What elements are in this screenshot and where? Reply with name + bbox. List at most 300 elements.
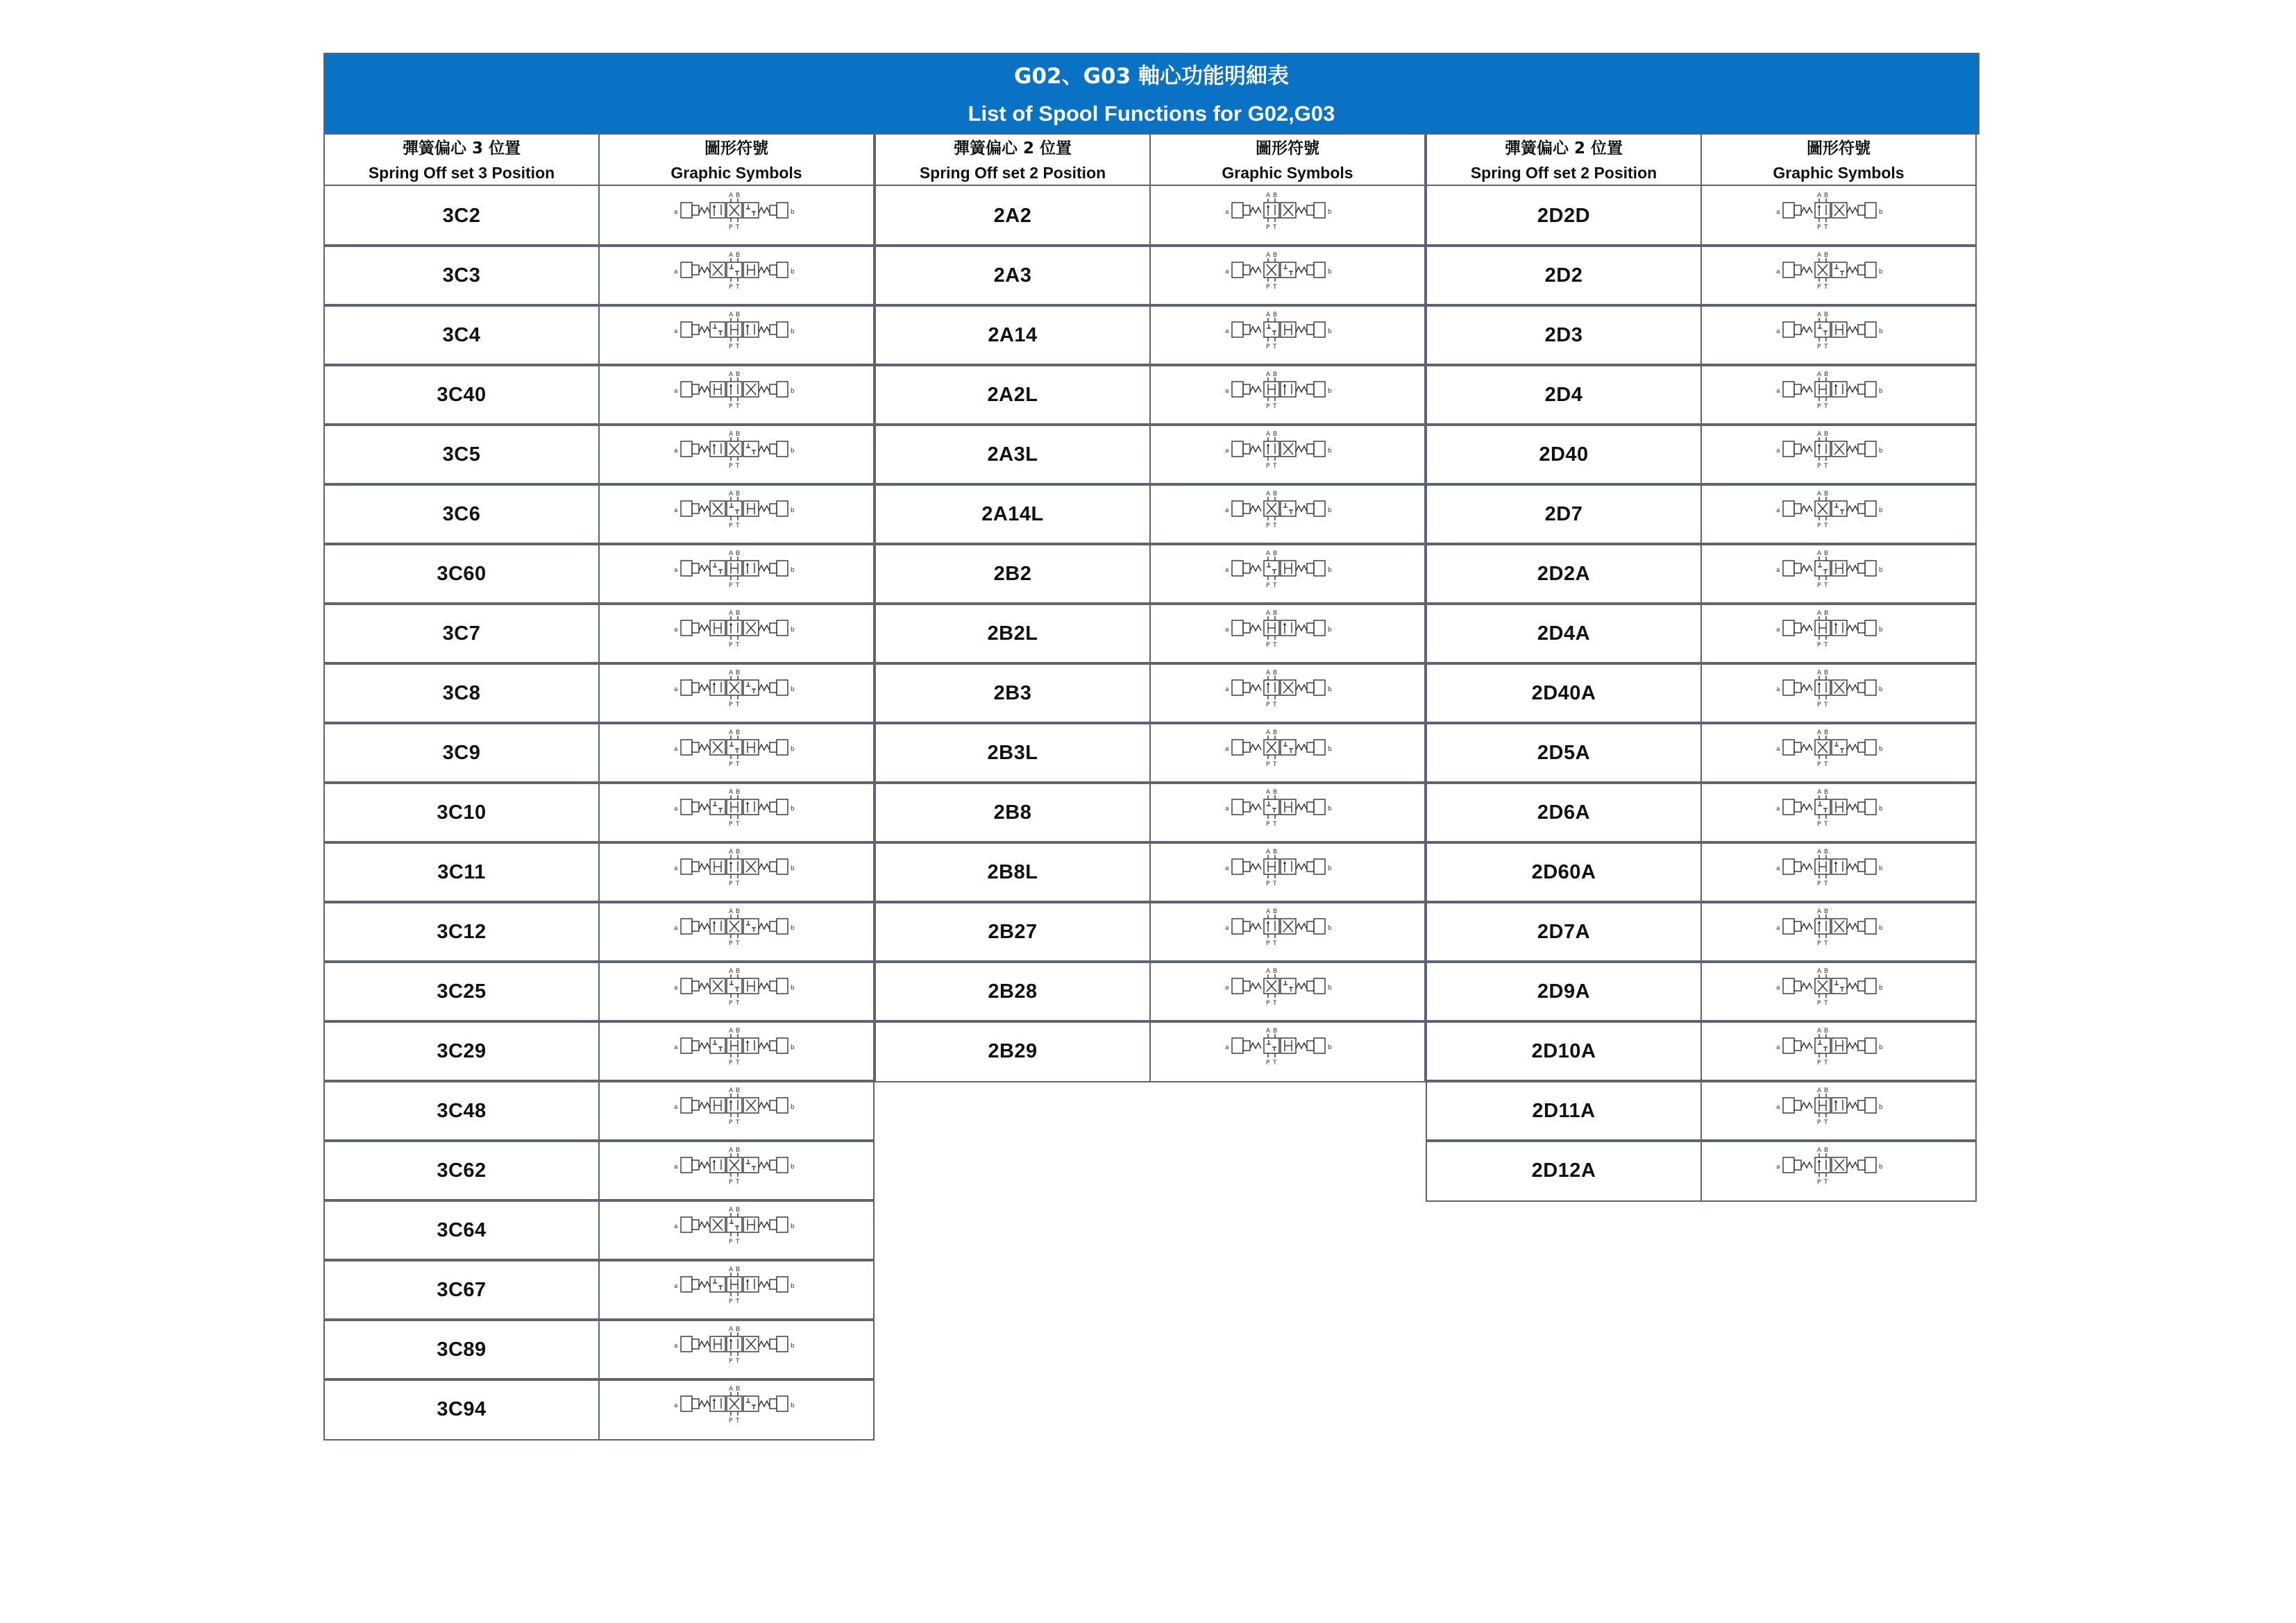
spool-code-cell xyxy=(323,1259,600,1321)
port-a-label: A xyxy=(1817,908,1822,915)
table-row xyxy=(875,304,1426,365)
port-a-label: A xyxy=(1266,192,1271,199)
graphic-symbol-cell xyxy=(1149,602,1426,665)
port-a-label: A xyxy=(1817,789,1822,796)
port-b-label: B xyxy=(736,1028,741,1035)
valve-symbol-diagram xyxy=(1225,252,1332,291)
graphic-symbol-cell xyxy=(598,1378,875,1441)
spool-graphic-symbol-icon xyxy=(1218,488,1357,540)
port-b-label: B xyxy=(1273,252,1278,259)
spool-code: 2D40A xyxy=(1531,681,1596,704)
header-symbol-zh: 圖形符號 xyxy=(704,139,768,158)
solenoid-a-label: a xyxy=(674,1223,678,1230)
graphic-symbol-cell xyxy=(1700,1139,1977,1202)
port-a-label: A xyxy=(729,371,734,378)
table-row xyxy=(875,1020,1426,1081)
port-t-label: T xyxy=(736,702,740,708)
port-p-label: P xyxy=(1817,1060,1821,1067)
spool-code-cell xyxy=(323,602,600,665)
spool-code: 3C9 xyxy=(442,741,481,764)
valve-symbol-diagram xyxy=(674,610,795,649)
table-row xyxy=(323,543,875,604)
port-p-label: P xyxy=(1817,761,1821,768)
table-row xyxy=(875,722,1426,783)
port-a-label: A xyxy=(1817,849,1822,856)
port-a-label: A xyxy=(729,729,734,736)
port-a-label: A xyxy=(729,1028,734,1035)
header-code xyxy=(875,133,1151,186)
spool-code-cell xyxy=(1426,483,1702,545)
header-code-zh: 彈簧偏心 3 位置 xyxy=(402,139,521,158)
spool-code: 3C29 xyxy=(437,1039,487,1062)
port-t-label: T xyxy=(736,1358,740,1365)
spool-code-cell xyxy=(323,781,600,844)
spool-code: 3C10 xyxy=(437,801,487,824)
spool-graphic-symbol-icon xyxy=(667,1324,806,1375)
solenoid-b-label: b xyxy=(1879,865,1883,872)
graphic-symbol-cell xyxy=(598,185,875,247)
table-row xyxy=(875,901,1426,962)
solenoid-a-label: a xyxy=(674,1164,678,1171)
graphic-symbol-cell xyxy=(1700,602,1977,665)
solenoid-b-label: b xyxy=(1328,388,1332,395)
header-code-zh: 彈簧偏心 2 位置 xyxy=(953,139,1072,158)
spool-code: 2D12A xyxy=(1531,1159,1596,1182)
port-t-label: T xyxy=(736,1239,740,1246)
port-p-label: P xyxy=(1266,642,1270,649)
spool-graphic-symbol-icon xyxy=(1218,369,1357,420)
port-b-label: B xyxy=(1273,491,1278,498)
spool-graphic-symbol-icon xyxy=(1769,190,1908,241)
solenoid-b-label: b xyxy=(1879,627,1883,634)
solenoid-a-label: a xyxy=(1776,1104,1780,1111)
solenoid-a-label: a xyxy=(1225,865,1229,872)
port-t-label: T xyxy=(736,582,740,589)
graphic-symbol-cell xyxy=(1149,1020,1426,1082)
port-b-label: B xyxy=(1824,968,1829,975)
solenoid-b-label: b xyxy=(1328,865,1332,872)
graphic-symbol-cell xyxy=(1149,304,1426,366)
valve-symbol-diagram xyxy=(1776,670,1883,708)
port-t-label: T xyxy=(1824,761,1828,768)
valve-symbol-diagram xyxy=(1776,550,1883,589)
valve-symbol-diagram xyxy=(1776,610,1883,649)
port-a-label: A xyxy=(729,312,734,318)
graphic-symbol-cell xyxy=(1700,185,1977,247)
spool-graphic-symbol-icon xyxy=(667,906,806,958)
valve-symbol-diagram xyxy=(674,1207,795,1246)
solenoid-a-label: a xyxy=(1225,746,1229,753)
valve-symbol-diagram xyxy=(674,1266,795,1305)
port-a-label: A xyxy=(1266,371,1271,378)
spool-graphic-symbol-icon xyxy=(1769,429,1908,480)
solenoid-b-label: b xyxy=(1879,388,1883,395)
spool-code-cell xyxy=(1426,1020,1702,1082)
spool-code: 2D4A xyxy=(1537,622,1591,645)
port-p-label: P xyxy=(729,1060,733,1067)
solenoid-b-label: b xyxy=(791,269,795,275)
header-symbol-zh: 圖形符號 xyxy=(1807,139,1871,158)
solenoid-b-label: b xyxy=(791,865,795,872)
header-code xyxy=(1426,133,1702,186)
port-p-label: P xyxy=(1266,463,1270,470)
port-p-label: P xyxy=(729,821,733,828)
solenoid-a-label: a xyxy=(674,686,678,693)
solenoid-b-label: b xyxy=(791,985,795,992)
port-b-label: B xyxy=(1824,371,1829,378)
port-b-label: B xyxy=(1273,908,1278,915)
port-t-label: T xyxy=(736,1060,740,1067)
graphic-symbol-cell xyxy=(598,960,875,1023)
spool-code: 3C94 xyxy=(437,1397,487,1420)
solenoid-a-label: a xyxy=(1776,627,1780,634)
table-row xyxy=(323,1199,875,1260)
port-p-label: P xyxy=(729,761,733,768)
rows-3-position xyxy=(323,185,875,1439)
spool-graphic-symbol-icon xyxy=(1218,906,1357,958)
solenoid-b-label: b xyxy=(1879,448,1883,454)
spool-code: 3C64 xyxy=(437,1218,487,1241)
spool-graphic-symbol-icon xyxy=(667,369,806,420)
valve-symbol-diagram xyxy=(674,550,795,589)
spool-code-cell xyxy=(323,1139,600,1202)
valve-symbol-diagram xyxy=(674,968,795,1007)
spool-code-cell xyxy=(1426,960,1702,1023)
spool-graphic-symbol-icon xyxy=(1218,847,1357,898)
solenoid-b-label: b xyxy=(791,686,795,693)
solenoid-b-label: b xyxy=(791,388,795,395)
port-b-label: B xyxy=(1824,1087,1829,1094)
spool-code-cell xyxy=(1426,423,1702,486)
spool-code-cell xyxy=(1426,722,1702,784)
port-a-label: A xyxy=(1817,252,1822,259)
port-a-label: A xyxy=(729,789,734,796)
solenoid-a-label: a xyxy=(1776,328,1780,335)
solenoid-a-label: a xyxy=(1225,209,1229,216)
graphic-symbol-cell xyxy=(1149,483,1426,545)
spool-code-cell xyxy=(323,1318,600,1381)
spool-code-cell xyxy=(323,185,600,247)
spool-code: 2D10A xyxy=(1531,1039,1596,1062)
spool-code: 3C4 xyxy=(442,323,481,346)
port-t-label: T xyxy=(1273,224,1277,231)
solenoid-b-label: b xyxy=(1328,746,1332,753)
spool-code: 2A3L xyxy=(987,443,1038,466)
valve-symbol-diagram xyxy=(674,908,795,947)
solenoid-b-label: b xyxy=(791,925,795,932)
port-t-label: T xyxy=(736,1119,740,1126)
table-row xyxy=(1426,304,1977,365)
port-p-label: P xyxy=(1266,284,1270,291)
spool-graphic-symbol-icon xyxy=(667,787,806,838)
title-english: List of Spool Functions for G02,G03 xyxy=(968,101,1335,126)
valve-symbol-diagram xyxy=(674,1147,795,1186)
port-p-label: P xyxy=(1817,582,1821,589)
solenoid-b-label: b xyxy=(1879,209,1883,216)
port-b-label: B xyxy=(1824,789,1829,796)
spool-code: 2D2A xyxy=(1537,562,1591,585)
spool-code: 2B27 xyxy=(988,920,1038,943)
header-symbol-en: Graphic Symbols xyxy=(1773,164,1905,182)
solenoid-a-label: a xyxy=(674,507,678,514)
port-t-label: T xyxy=(1824,940,1828,947)
port-a-label: A xyxy=(729,1087,734,1094)
port-p-label: P xyxy=(729,642,733,649)
solenoid-a-label: a xyxy=(1225,925,1229,932)
port-b-label: B xyxy=(1273,431,1278,438)
port-a-label: A xyxy=(1266,849,1271,856)
port-a-label: A xyxy=(1817,371,1822,378)
valve-symbol-diagram xyxy=(674,252,795,291)
spool-graphic-symbol-icon xyxy=(1218,668,1357,719)
header-symbol-en: Graphic Symbols xyxy=(1222,164,1353,182)
port-p-label: P xyxy=(729,702,733,708)
port-t-label: T xyxy=(736,1000,740,1007)
port-b-label: B xyxy=(1824,1147,1829,1154)
table-row xyxy=(875,543,1426,604)
solenoid-b-label: b xyxy=(1328,567,1332,574)
port-t-label: T xyxy=(1273,702,1277,708)
spool-graphic-symbol-icon xyxy=(667,1026,806,1077)
group-3-position xyxy=(323,133,875,1439)
port-a-label: A xyxy=(1266,729,1271,736)
port-b-label: B xyxy=(1273,192,1278,199)
spool-graphic-symbol-icon xyxy=(1769,1085,1908,1137)
spool-code-cell xyxy=(875,841,1151,903)
spool-code: 2B2 xyxy=(993,562,1032,585)
spool-code-cell xyxy=(875,543,1151,605)
port-p-label: P xyxy=(1266,403,1270,410)
spool-graphic-symbol-icon xyxy=(1218,548,1357,600)
solenoid-a-label: a xyxy=(1776,746,1780,753)
graphic-symbol-cell xyxy=(598,841,875,903)
spool-graphic-symbol-icon xyxy=(1218,429,1357,480)
spool-code-cell xyxy=(1426,543,1702,605)
solenoid-a-label: a xyxy=(1776,1044,1780,1051)
port-a-label: A xyxy=(729,1386,734,1393)
spool-graphic-symbol-icon xyxy=(1769,1145,1908,1196)
spool-code-cell xyxy=(1426,841,1702,903)
spool-code: 3C89 xyxy=(437,1338,487,1361)
spool-code-cell xyxy=(875,244,1151,307)
table-row xyxy=(875,960,1426,1021)
solenoid-a-label: a xyxy=(1776,507,1780,514)
table-row xyxy=(875,185,1426,246)
graphic-symbol-cell xyxy=(598,781,875,844)
solenoid-a-label: a xyxy=(674,865,678,872)
solenoid-b-label: b xyxy=(791,209,795,216)
spool-graphic-symbol-icon xyxy=(1218,250,1357,301)
port-p-label: P xyxy=(1266,224,1270,231)
spool-code: 2B8 xyxy=(993,801,1032,824)
port-p-label: P xyxy=(1266,881,1270,887)
port-a-label: A xyxy=(729,670,734,677)
graphic-symbol-cell xyxy=(1700,1080,1977,1142)
port-p-label: P xyxy=(1266,940,1270,947)
port-a-label: A xyxy=(729,1326,734,1333)
header-symbol xyxy=(1700,133,1977,186)
group-header xyxy=(1426,133,1977,186)
table-row xyxy=(1426,662,1977,723)
solenoid-a-label: a xyxy=(1225,507,1229,514)
valve-symbol-diagram xyxy=(674,192,795,231)
port-t-label: T xyxy=(736,403,740,410)
port-t-label: T xyxy=(736,821,740,828)
spool-graphic-symbol-icon xyxy=(1769,668,1908,719)
spool-code-cell xyxy=(323,1020,600,1082)
table-row xyxy=(1426,543,1977,604)
valve-symbol-diagram xyxy=(1776,789,1883,828)
port-t-label: T xyxy=(1824,1000,1828,1007)
port-a-label: A xyxy=(1266,789,1271,796)
port-a-label: A xyxy=(1266,1028,1271,1035)
port-a-label: A xyxy=(1266,312,1271,318)
port-t-label: T xyxy=(736,284,740,291)
valve-symbol-diagram xyxy=(674,849,795,887)
port-b-label: B xyxy=(1273,789,1278,796)
port-t-label: T xyxy=(736,463,740,470)
port-a-label: A xyxy=(729,610,734,617)
valve-symbol-diagram xyxy=(1225,968,1332,1007)
port-a-label: A xyxy=(729,1147,734,1154)
port-t-label: T xyxy=(1273,463,1277,470)
graphic-symbol-cell xyxy=(1149,722,1426,784)
solenoid-b-label: b xyxy=(1879,269,1883,275)
spool-graphic-symbol-icon xyxy=(1218,309,1357,361)
table-row xyxy=(323,781,875,842)
solenoid-a-label: a xyxy=(1776,985,1780,992)
graphic-symbol-cell xyxy=(598,1318,875,1381)
solenoid-a-label: a xyxy=(674,746,678,753)
port-a-label: A xyxy=(1817,1087,1822,1094)
spool-code-cell xyxy=(323,1199,600,1261)
valve-symbol-diagram xyxy=(1225,550,1332,589)
table-row xyxy=(323,1020,875,1081)
spool-graphic-symbol-icon xyxy=(667,966,806,1017)
valve-symbol-diagram xyxy=(674,491,795,529)
spool-graphic-symbol-icon xyxy=(1769,608,1908,659)
valve-symbol-diagram xyxy=(1776,431,1883,470)
solenoid-b-label: b xyxy=(1328,627,1332,634)
port-b-label: B xyxy=(1824,312,1829,318)
spool-graphic-symbol-icon xyxy=(667,250,806,301)
port-b-label: B xyxy=(736,1087,741,1094)
port-a-label: A xyxy=(1817,729,1822,736)
port-p-label: P xyxy=(1817,1000,1821,1007)
port-t-label: T xyxy=(1824,284,1828,291)
port-p-label: P xyxy=(1817,821,1821,828)
port-t-label: T xyxy=(736,642,740,649)
graphic-symbol-cell xyxy=(1149,662,1426,724)
port-a-label: A xyxy=(729,252,734,259)
port-b-label: B xyxy=(1824,908,1829,915)
port-a-label: A xyxy=(1817,491,1822,498)
valve-symbol-diagram xyxy=(1225,789,1332,828)
solenoid-b-label: b xyxy=(791,507,795,514)
port-b-label: B xyxy=(1824,431,1829,438)
table-row xyxy=(323,662,875,723)
solenoid-b-label: b xyxy=(1328,269,1332,275)
port-p-label: P xyxy=(729,881,733,887)
port-a-label: A xyxy=(1266,252,1271,259)
spool-graphic-symbol-icon xyxy=(1218,190,1357,241)
solenoid-a-label: a xyxy=(1776,1164,1780,1171)
valve-symbol-diagram xyxy=(674,670,795,708)
spool-code-cell xyxy=(323,722,600,784)
solenoid-b-label: b xyxy=(1879,686,1883,693)
solenoid-a-label: a xyxy=(1225,1044,1229,1051)
port-t-label: T xyxy=(1273,582,1277,589)
table-row xyxy=(1426,602,1977,663)
spool-graphic-symbol-icon xyxy=(1769,369,1908,420)
port-t-label: T xyxy=(1824,224,1828,231)
table-row xyxy=(323,185,875,246)
spool-graphic-symbol-icon xyxy=(667,1205,806,1256)
solenoid-a-label: a xyxy=(1225,388,1229,395)
valve-symbol-diagram xyxy=(1225,1028,1332,1067)
port-b-label: B xyxy=(736,849,741,856)
group-2-position-a xyxy=(875,133,1426,1081)
spool-code-cell xyxy=(323,901,600,963)
spool-graphic-symbol-icon xyxy=(667,1264,806,1316)
spool-code: 2D3 xyxy=(1544,323,1583,346)
solenoid-a-label: a xyxy=(674,925,678,932)
spool-code: 3C6 xyxy=(442,502,481,525)
port-p-label: P xyxy=(1817,403,1821,410)
solenoid-b-label: b xyxy=(791,1402,795,1409)
port-t-label: T xyxy=(1273,403,1277,410)
table-row xyxy=(323,1080,875,1141)
spool-code-cell xyxy=(323,662,600,724)
port-t-label: T xyxy=(1824,582,1828,589)
table-row xyxy=(323,602,875,663)
port-p-label: P xyxy=(729,403,733,410)
spool-graphic-symbol-icon xyxy=(1218,608,1357,659)
port-t-label: T xyxy=(736,1298,740,1305)
port-p-label: P xyxy=(1817,940,1821,947)
port-b-label: B xyxy=(1824,729,1829,736)
graphic-symbol-cell xyxy=(598,304,875,366)
solenoid-b-label: b xyxy=(1328,209,1332,216)
solenoid-b-label: b xyxy=(1879,746,1883,753)
valve-symbol-diagram xyxy=(1225,192,1332,231)
port-b-label: B xyxy=(736,729,741,736)
solenoid-a-label: a xyxy=(1776,209,1780,216)
solenoid-b-label: b xyxy=(791,746,795,753)
table-row xyxy=(323,901,875,962)
port-b-label: B xyxy=(736,431,741,438)
graphic-symbol-cell xyxy=(1700,304,1977,366)
solenoid-b-label: b xyxy=(1879,1164,1883,1171)
spool-code: 2A14 xyxy=(988,323,1038,346)
solenoid-a-label: a xyxy=(674,269,678,275)
graphic-symbol-cell xyxy=(1700,244,1977,307)
port-b-label: B xyxy=(1824,670,1829,677)
header-code-en: Spring Off set 3 Position xyxy=(368,164,555,182)
graphic-symbol-cell xyxy=(598,1199,875,1261)
valve-symbol-diagram xyxy=(1776,1147,1883,1186)
spool-code-cell xyxy=(1426,185,1702,247)
graphic-symbol-cell xyxy=(598,901,875,963)
solenoid-a-label: a xyxy=(674,1402,678,1409)
graphic-symbol-cell xyxy=(598,662,875,724)
port-t-label: T xyxy=(1824,1119,1828,1126)
valve-symbol-diagram xyxy=(1776,729,1883,768)
port-p-label: P xyxy=(1817,343,1821,350)
spool-code-cell xyxy=(1426,304,1702,366)
spool-code-cell xyxy=(323,960,600,1023)
spool-code-cell xyxy=(1426,244,1702,307)
